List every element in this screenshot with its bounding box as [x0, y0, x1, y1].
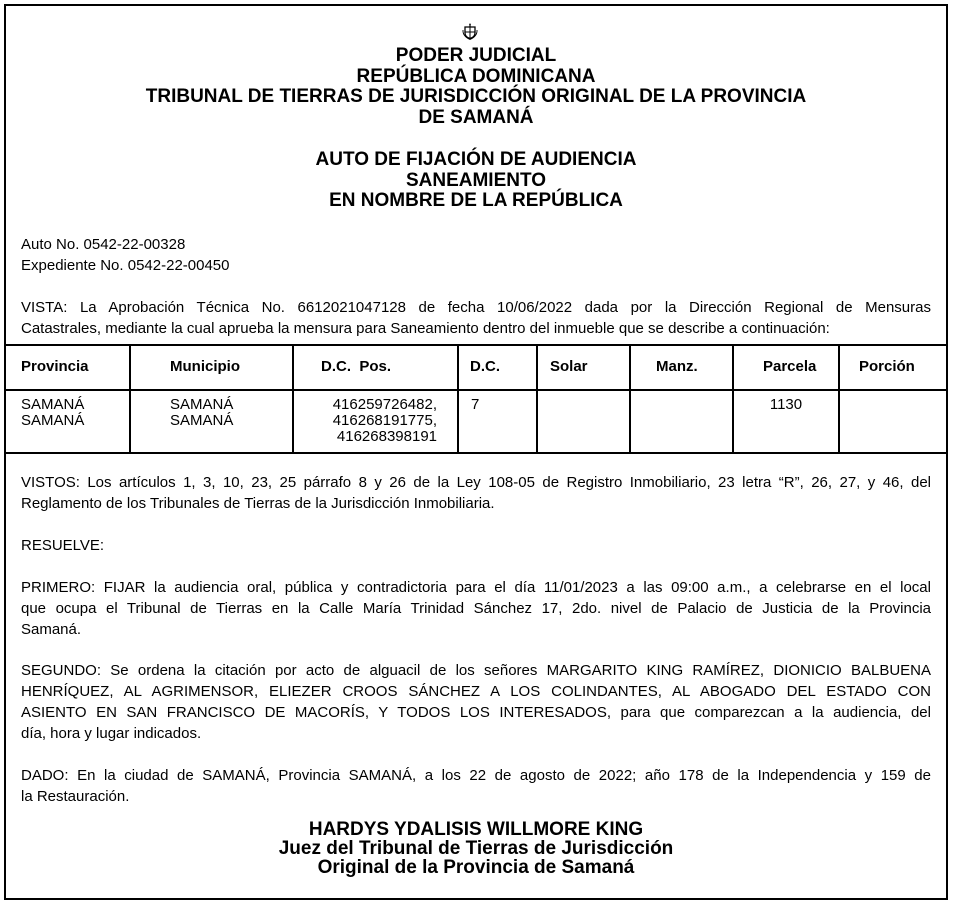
table-header-porcion: Porción [859, 358, 915, 375]
segundo-paragraph [21, 660, 931, 744]
table-header-manz: Manz. [656, 358, 698, 375]
paragraph-line: DADO: En la ciudad de SAMANÁ, Provincia SAMANÁ, a los 22 de agosto de 2022; año 178 de la Independencia y 159 de [21, 767, 931, 784]
cell-dc-pos [311, 397, 437, 445]
dado-paragraph [21, 765, 931, 807]
signature-block [6, 820, 946, 877]
resuelve-heading: RESUELVE: [21, 537, 105, 554]
header-line: REPÚBLICA DOMINICANA [356, 65, 596, 87]
cell-line: 416259726482, [332, 396, 437, 413]
title-line: SANEAMIENTO [405, 169, 547, 191]
paragraph-line: ASIENTO EN SAN FRANCISCO DE MACORÍS, Y TODOS LOS INTERESADOS, para que comparezcan a la audiencia, del [21, 704, 931, 721]
primero-paragraph [21, 577, 931, 640]
paragraph-line: VISTOS: Los artículos 1, 3, 10, 23, 25 párrafo 8 y 26 de la Ley 108-05 de Registro Inmobiliario, 23 letra “R”, 26, 27, y 46, del [21, 474, 931, 491]
cell-line: SAMANÁ [170, 412, 234, 429]
cell-dc: 7 [471, 396, 480, 413]
cell-line: SAMANÁ [21, 396, 85, 413]
cell-parcela: 1130 [769, 396, 803, 413]
header-line: PODER JUDICIAL [395, 45, 557, 66]
judge-title: Juez del Tribunal de Tierras de Jurisdicción [278, 838, 674, 859]
title-line: AUTO DE FIJACIÓN DE AUDIENCIA [315, 149, 637, 170]
cell-line: SAMANÁ [21, 412, 85, 429]
table-header-solar: Solar [550, 358, 588, 375]
table-header-provincia: Provincia [21, 358, 89, 375]
header-line: TRIBUNAL DE TIERRAS DE JURISDICCIÓN ORIGINAL DE LA PROVINCIA [145, 86, 807, 107]
paragraph-line: Samaná. [21, 621, 82, 638]
auto-number: Auto No. 0542-22-00328 [21, 236, 186, 253]
paragraph-line: Catastrales, mediante la cual aprueba la mensura para Saneamiento dentro del inmueble que se describe a continuación: [21, 320, 830, 337]
paragraph-line: la Restauración. [21, 788, 130, 805]
cell-municipio [170, 397, 233, 429]
table-header-municipio: Municipio [170, 358, 240, 375]
paragraph-line: que ocupa el Tribunal de Tierras en la Calle María Trinidad Sánchez 17, 2do. nivel de Palacio de Justicia de la Provincia [21, 600, 931, 617]
reference-numbers [21, 234, 931, 276]
paragraph-line: día, hora y lugar indicados. [21, 725, 202, 742]
title-line: EN NOMBRE DE LA REPÚBLICA [329, 190, 623, 211]
header-line: DE SAMANÁ [418, 106, 534, 128]
paragraph-line: PRIMERO: FIJAR la audiencia oral, pública y contradictoria para el día 11/01/2023 a las 09:00 a.m., a celebrarse en el local [21, 579, 931, 596]
paragraph-line: HENRÍQUEZ, AL AGRIMENSOR, ELIEZER CROOS SÁNCHEZ A LOS COLINDANTES, AL ABOGADO DEL ESTADO CON [21, 683, 931, 700]
coat-of-arms-icon [461, 22, 479, 40]
cell-line: SAMANÁ [170, 396, 234, 413]
document-title [6, 150, 946, 212]
paragraph-line: SEGUNDO: Se ordena la citación por acto de alguacil de los señores MARGARITO KING RAMÍREZ, DIONICIO BALBUENA [21, 662, 931, 679]
judge-name: HARDYS YDALISIS WILLMORE KING [308, 819, 644, 840]
vistos-paragraph [21, 472, 931, 514]
court-header [6, 46, 946, 128]
paragraph-line: Reglamento de los Tribunales de Tierras de la Jurisdicción Inmobiliaria. [21, 495, 495, 512]
table-header-parcela: Parcela [763, 358, 817, 375]
cell-line: 416268398191 [336, 428, 437, 445]
vista-paragraph [21, 297, 931, 339]
expediente-number: Expediente No. 0542-22-00450 [21, 257, 230, 274]
paragraph-line: VISTA: La Aprobación Técnica No. 6612021047128 de fecha 10/06/2022 dada por la Dirección Regional de Mensuras [21, 299, 931, 316]
table-header-dc: D.C. [470, 358, 500, 375]
notice-page [4, 4, 948, 900]
judge-title: Original de la Provincia de Samaná [317, 857, 635, 878]
table-header-dc-pos: D.C. Pos. [321, 358, 392, 375]
cell-provincia [21, 397, 84, 429]
cell-line: 416268191775, [332, 412, 437, 429]
